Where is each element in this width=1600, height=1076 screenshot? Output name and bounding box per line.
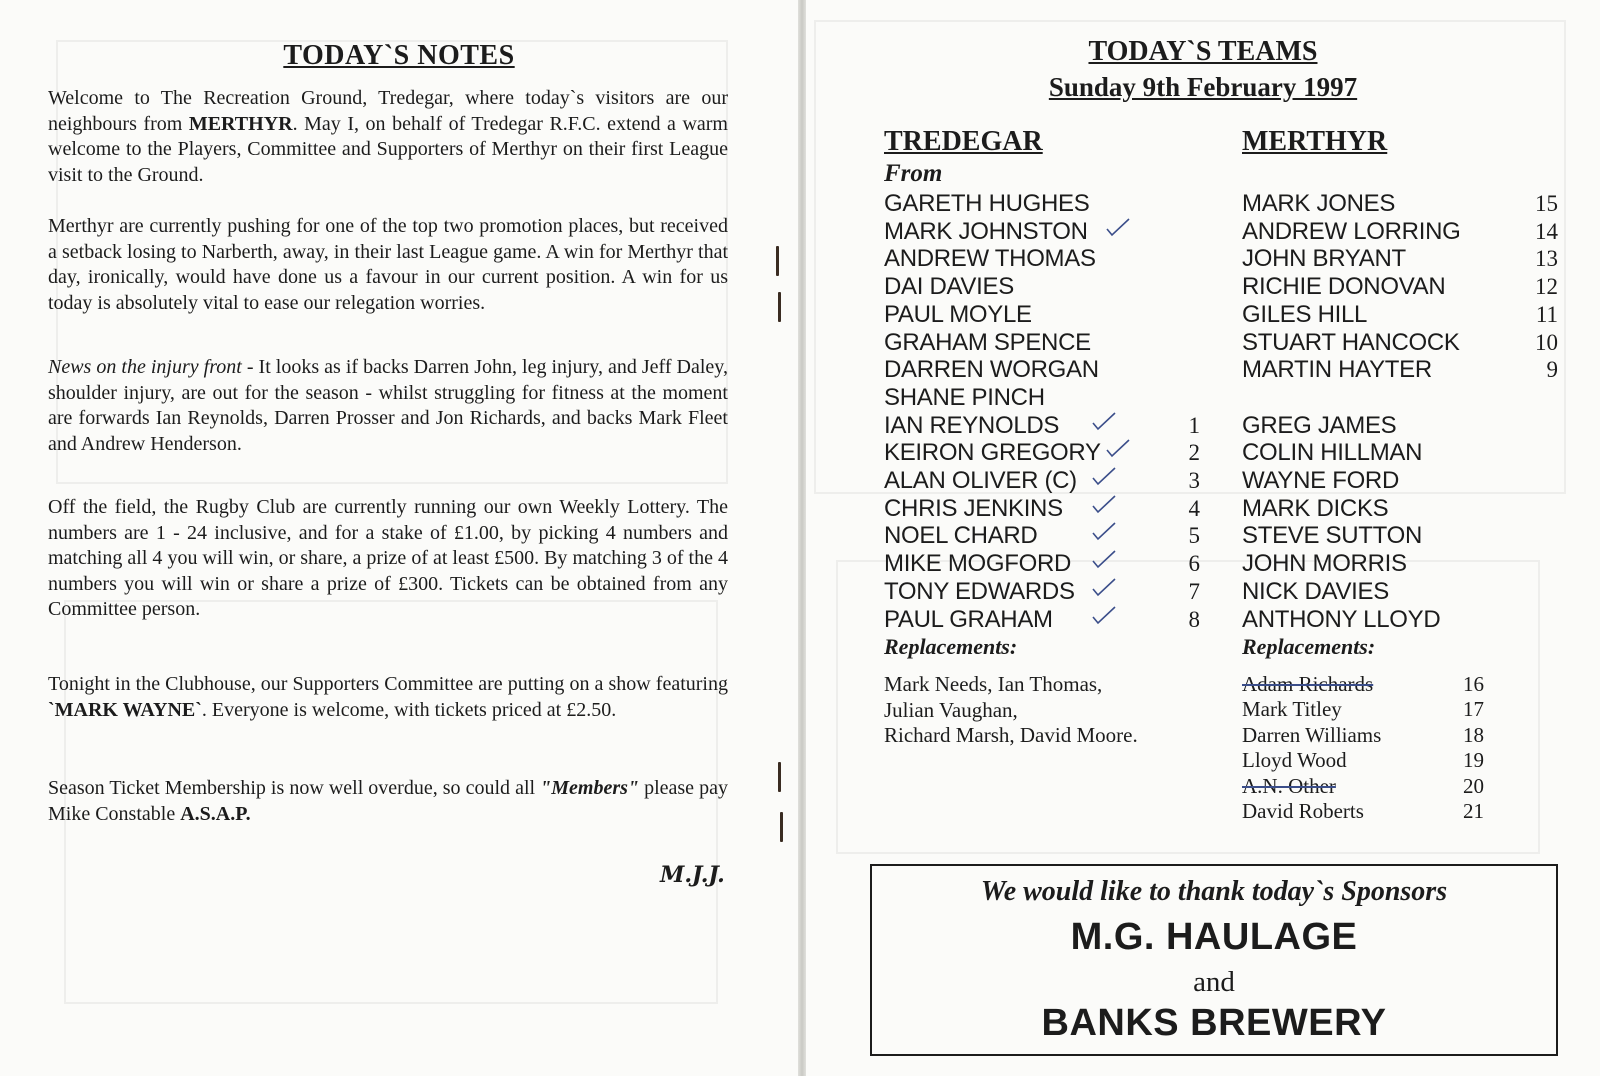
pen-tick-icon [1104,216,1132,238]
home-player-name: DARREN WORGAN [884,356,1099,384]
home-player-name: NOEL CHARD [884,522,1038,550]
away-player-name: COLIN HILLMAN [1242,439,1423,467]
home-player-name: ALAN OLIVER (C) [884,467,1077,494]
away-player-name: GILES HILL [1242,300,1368,328]
pen-tick-icon [1090,576,1118,598]
staple-mark [778,292,781,322]
membership-text: Season Ticket Membership is now well overdue, so could all [48,777,541,799]
pen-tick-icon [1090,465,1118,487]
notes-title: TODAY`S NOTES [283,40,515,71]
notes-paragraph-welcome [48,86,728,188]
home-player-name: SHANE PINCH [884,383,1045,411]
away-player-number: 10 [1535,329,1558,355]
away-player-number: 15 [1535,191,1558,216]
notes-paragraph-show [48,672,728,723]
away-replacement-number: 17 [1463,697,1484,722]
notes-paragraph-membership [48,776,728,827]
sponsors-intro: We would like to thank today`s Sponsors [980,876,1448,907]
home-player-number: 7 [1188,578,1200,604]
away-player-name: NICK DAVIES [1242,577,1389,605]
members-word: "Members" [540,777,640,799]
show-text-end: . Everyone is welcome, with tickets priced at £2.50. [201,698,617,721]
home-replacement-line: Richard Marsh, David Moore. [884,723,1138,747]
away-replacement-number: 21 [1463,799,1484,823]
booklet-spine [798,0,806,1076]
home-player-name: MARK JOHNSTON [884,217,1088,245]
home-player-name: KEIRON GREGORY [884,439,1101,467]
home-player-name: ANDREW THOMAS [884,245,1096,273]
home-player-name: CHRIS JENKINS [884,494,1063,522]
teams-title: TODAY`S TEAMS [1088,36,1318,67]
away-player-name: STEVE SUTTON [1242,522,1422,550]
away-player-name: WAYNE FORD [1242,467,1399,494]
away-player-name: ANTHONY LLOYD [1242,605,1441,633]
staple-mark [778,762,781,792]
away-player-number: 9 [1546,357,1558,383]
away-player-name: MARK DICKS [1242,494,1389,522]
home-player-number: 4 [1188,495,1200,521]
home-player-number: 6 [1188,551,1200,577]
pen-tick-icon [1090,410,1118,432]
show-text: Tonight in the Clubhouse, our Supporters Committee are putting on a show featuring [48,673,728,695]
sponsors-and: and [1193,966,1235,998]
pen-tick-icon [1090,604,1118,626]
away-replacement-name: Adam Richards [1242,672,1374,696]
away-player-number: 14 [1535,218,1558,244]
away-replacement-number: 19 [1463,748,1484,773]
pen-tick-icon [1104,437,1132,459]
away-player-name: JOHN MORRIS [1242,550,1407,578]
home-replacements-label: Replacements: [884,634,1018,659]
away-team-heading: MERTHYR [1242,126,1388,157]
away-player-name: STUART HANCOCK [1242,328,1460,356]
welcome-text: Welcome to The Recreation Ground, Tredegar, where today`s visitors are our neighbours from [48,87,728,135]
pen-tick-icon [1090,520,1118,542]
away-player-number: 13 [1535,246,1558,272]
away-replacement-name: A.N. Other [1242,773,1336,798]
home-player-number: 1 [1188,412,1200,438]
away-replacement-name: Lloyd Wood [1242,748,1347,773]
author-signature: M.J.J. [660,862,725,888]
home-player-name: IAN REYNOLDS [884,411,1060,439]
away-player-name: MARK JONES [1242,190,1396,217]
home-player-name: GRAHAM SPENCE [884,328,1091,356]
welcome-text-end: . May I, on behalf of Tredegar R.F.C. extend a warm welcome to the Players, Committee and Supporters of Merthyr on their first League visit to the Ground. [48,112,728,186]
home-replacements [884,672,1138,749]
sponsors-box [870,864,1558,1056]
injury-heading: News on the injury front [48,356,242,378]
away-replacement-number: 18 [1463,722,1484,747]
home-player-name: MIKE MOGFORD [884,550,1072,578]
pen-tick-icon [1090,493,1118,515]
home-team-heading: TREDEGAR [884,126,1043,157]
home-player-name: TONY EDWARDS [884,577,1075,605]
notes-paragraph-lottery: Off the field, the Rugby Club are currently running our own Weekly Lottery. The numbers are 1 - 24 inclusive, and for a stake of £1.00, by picking 4 numbers and matching all 4 you will win, or share, a prize of at least £500. By matching 3 of the 4 numbers you will win or share a prize of £300. Tickets can be obtained from any Committee person. [48,496,728,621]
staple-mark [780,812,783,842]
away-player-number: 11 [1535,301,1558,327]
home-player-number: 5 [1188,523,1200,549]
home-player-name: PAUL MOYLE [884,300,1032,328]
from-label: From [884,160,943,187]
staple-mark [776,246,779,276]
home-player-number: 2 [1188,440,1200,466]
away-replacement-number: 20 [1463,773,1484,798]
away-player-name: ANDREW LORRING [1242,217,1461,245]
membership-text-mid: please pay Mike Constable [48,777,728,825]
notes-paragraph-promotion: Merthyr are currently pushing for one of the top two promotion places, but received a setback losing to Narberth, away, in their last League game. A win for Merthyr that day, ironically, would have done us a favour in our current position. A win for us today is absolutely vital to ease our relegation worries. [48,215,728,314]
home-replacement-line: Mark Needs, Ian Thomas, [884,672,1103,696]
away-player-number: 12 [1535,274,1558,300]
away-player-name: RICHIE DONOVAN [1242,273,1446,301]
away-replacements-label: Replacements: [1242,634,1376,659]
away-replacement-name: Darren Williams [1242,722,1382,747]
sponsor-mg-haulage: M.G. HAULAGE [1070,916,1358,958]
sponsor-banks-brewery: BANKS BREWERY [1041,1002,1387,1044]
pen-tick-icon [1090,548,1118,570]
home-player-name: PAUL GRAHAM [884,605,1053,633]
notes-paragraph-injuries [48,355,728,457]
home-player-number: 3 [1188,468,1200,493]
home-replacement-line: Julian Vaughan, [884,697,1018,722]
home-player-name: DAI DAVIES [884,273,1014,301]
asap-word: A.S.A.P. [180,802,251,825]
away-player-name: MARTIN HAYTER [1242,356,1432,384]
away-replacement-number: 16 [1463,672,1484,696]
injury-text: - It looks as if backs Darren John, leg injury, and Jeff Daley, shoulder injury, are out for the season - whilst struggling for fitness at the moment are forwards Ian Reynolds, Darren Prosser and Jon Richards, and backs Mark Fleet and Andrew Henderson. [48,356,729,455]
visitors-name: MERTHYR [188,112,293,135]
home-player-number: 8 [1188,606,1200,632]
away-replacement-name: Mark Titley [1242,697,1342,722]
away-player-name: GREG JAMES [1242,411,1397,439]
away-replacement-name: David Roberts [1242,799,1364,823]
away-player-name: JOHN BRYANT [1242,245,1406,273]
home-player-name: GARETH HUGHES [884,190,1090,217]
show-act: `MARK WAYNE` [48,698,202,721]
match-date: Sunday 9th February 1997 [1048,72,1358,102]
